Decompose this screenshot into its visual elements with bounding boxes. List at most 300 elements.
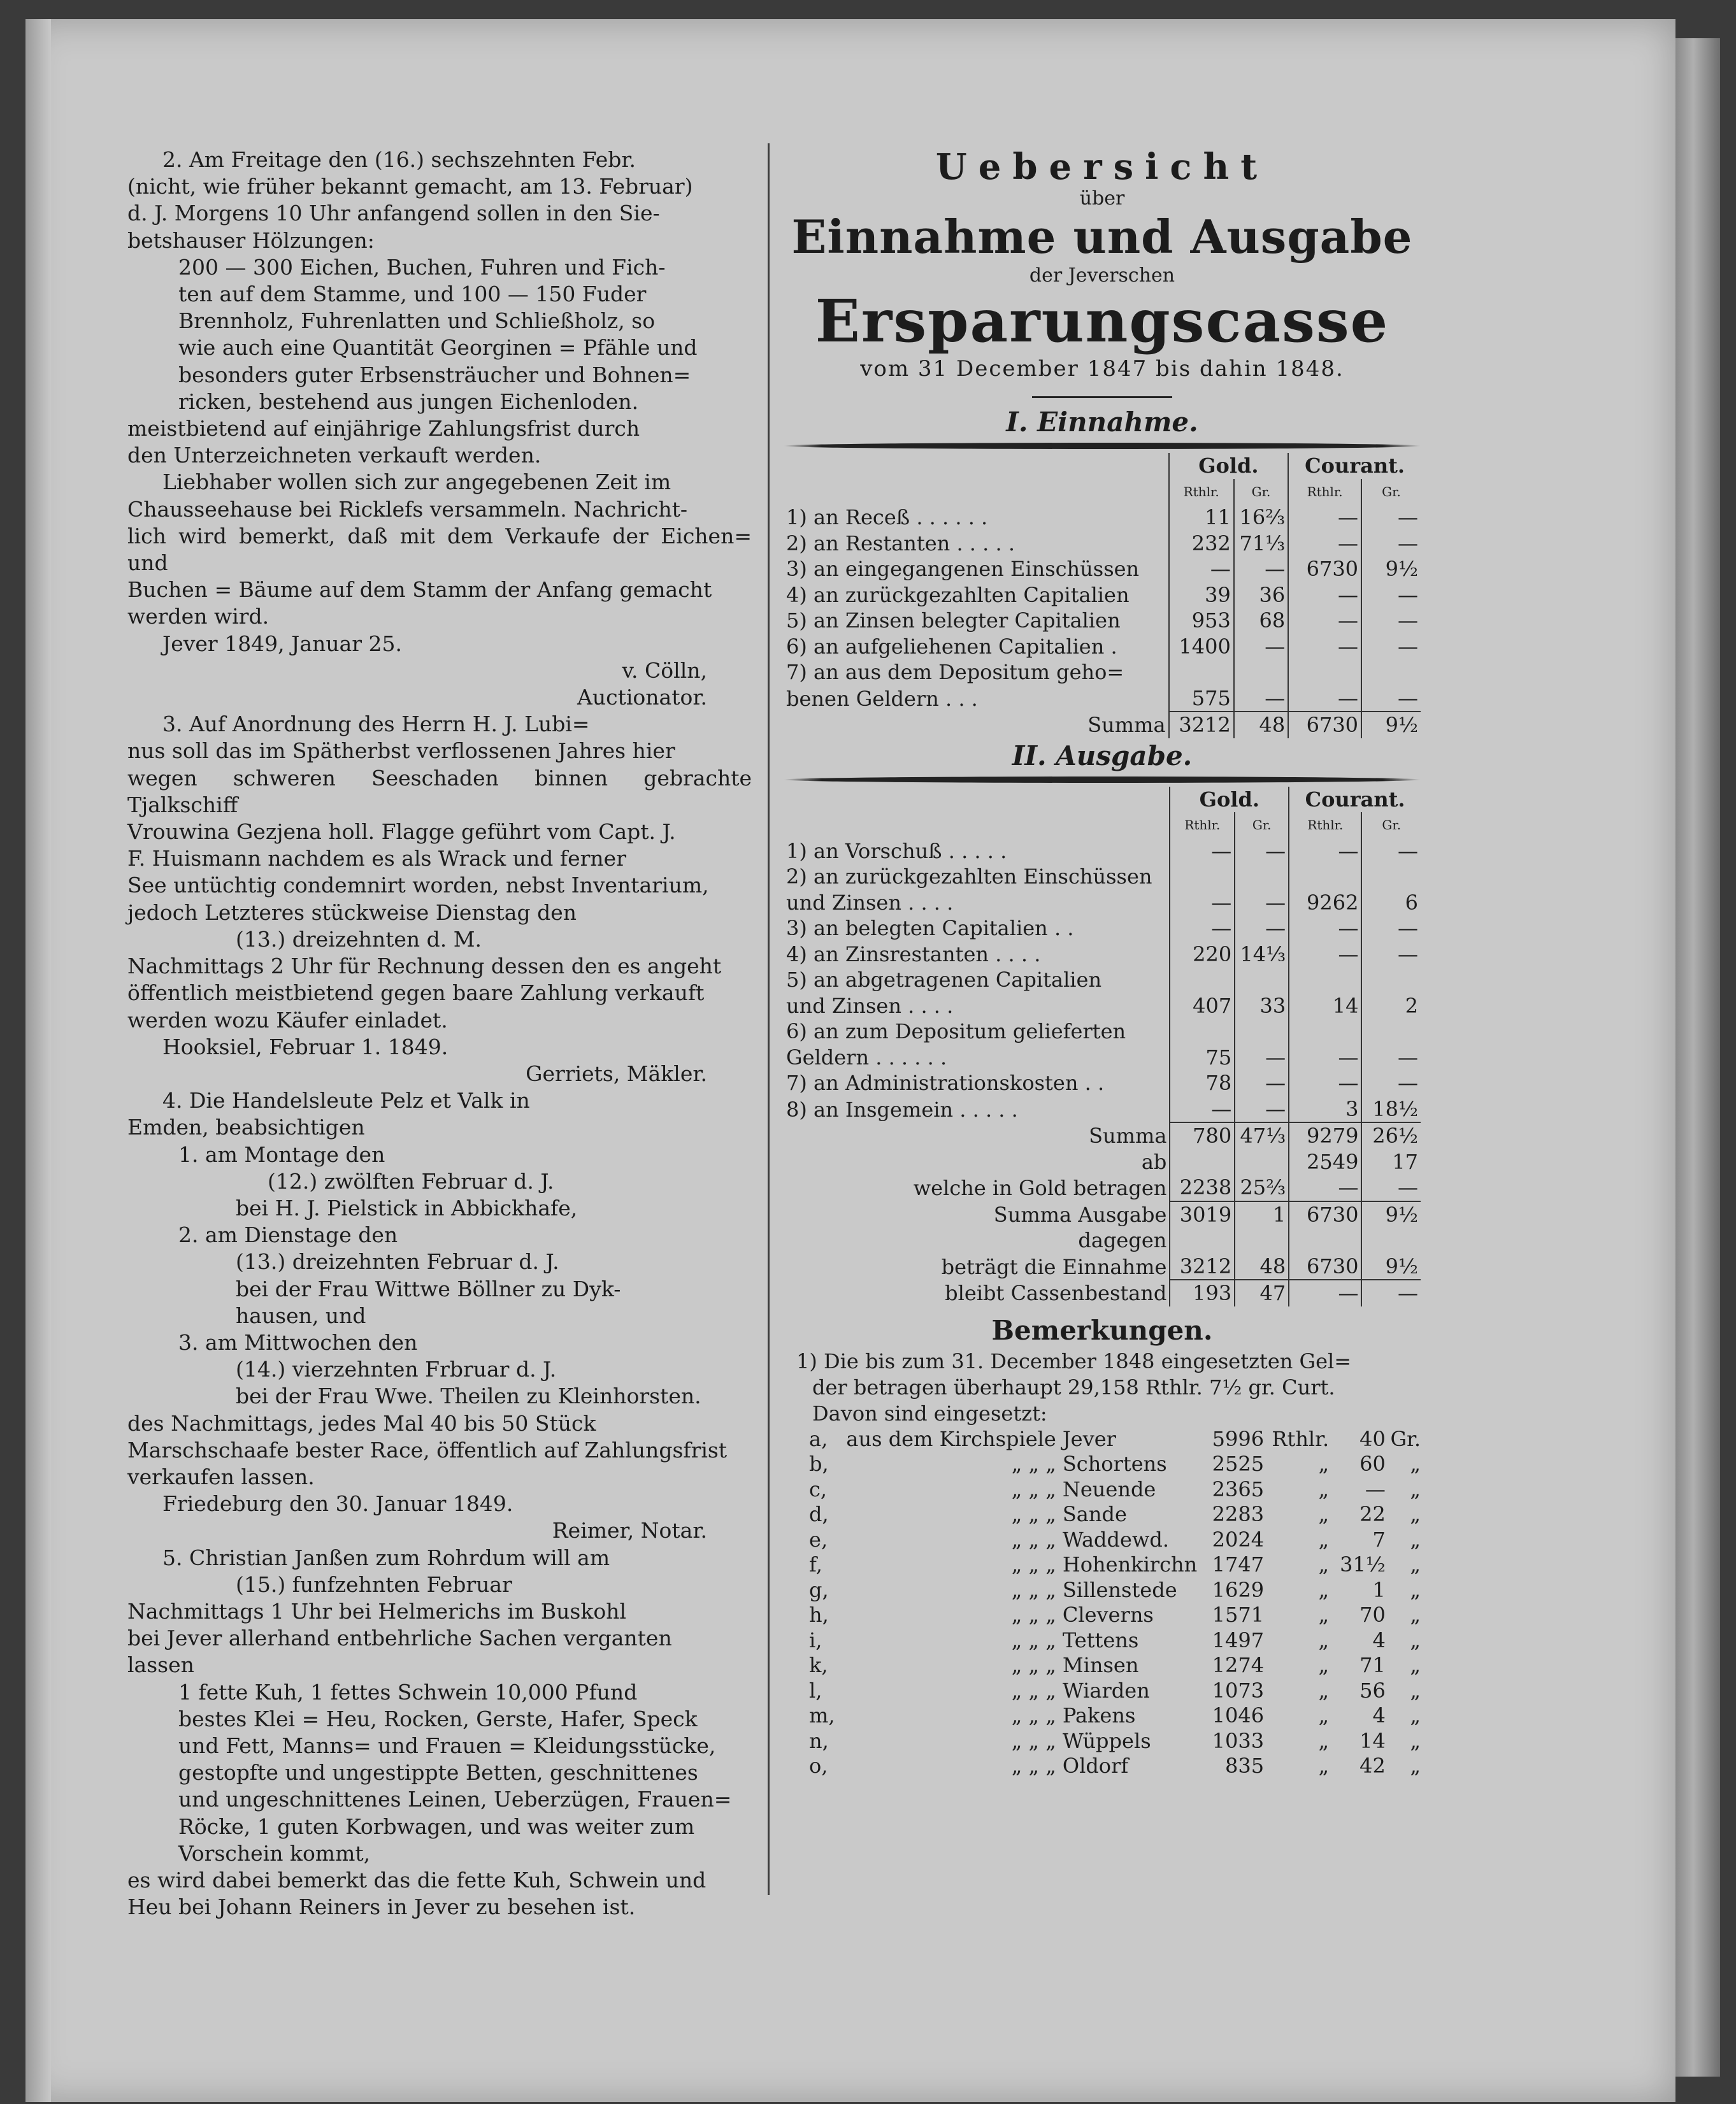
- text-line: 2. Am Freitage den (16.) sechszehnten Febr.: [162, 147, 636, 172]
- courant-gr: 18½: [1361, 1096, 1421, 1123]
- text-line: Emden, beabsichtigen: [127, 1115, 365, 1140]
- gold-rthlr: [1170, 1019, 1235, 1045]
- gold-rthlr: —: [1170, 838, 1235, 864]
- gold-rthlr: 193: [1170, 1280, 1235, 1306]
- place-date: Friedeburg den 30. Januar 1849.: [162, 1491, 513, 1517]
- item-unit: „: [1318, 1678, 1330, 1703]
- gold-rthlr: —: [1169, 556, 1234, 582]
- courant-gr: —: [1361, 915, 1421, 941]
- gold-rthlr: —: [1170, 915, 1235, 941]
- text-line: nus soll das im Spätherbst verflossenen Jahres hier: [127, 738, 675, 764]
- item-amount: 1073: [1212, 1678, 1265, 1703]
- item-parish: Wüppels: [1062, 1728, 1151, 1753]
- item-groschen: —: [1365, 1477, 1386, 1501]
- gold-gr: 68: [1234, 608, 1288, 634]
- courant-gr: —: [1361, 1280, 1421, 1306]
- table-row: [784, 1070, 1421, 1096]
- page-edge: [1675, 38, 1720, 2077]
- section-ornament: [784, 443, 1421, 449]
- courant-rthlr: 6730: [1289, 1201, 1361, 1228]
- notice-4: [127, 1087, 752, 1544]
- text-line: lich wird bemerkt, daß mit dem Verkaufe der Eichen= und: [127, 523, 752, 576]
- row-label: 6) an aufgeliehenen Capitalien .: [786, 634, 1117, 659]
- gold-gr: 71⅓: [1234, 531, 1288, 557]
- gold-rthlr: 11: [1169, 505, 1234, 531]
- table-row: [784, 634, 1421, 660]
- item-parish: Oldorf: [1062, 1754, 1129, 1778]
- table-row: [784, 505, 1421, 531]
- place-date: Hooksiel, Februar 1. 1849.: [162, 1034, 448, 1059]
- text-line: Davon sind eingesetzt:: [812, 1401, 1047, 1426]
- item-letter: e,: [809, 1527, 828, 1552]
- courant-gr: [1361, 1019, 1421, 1045]
- courant-rthlr: 6730: [1289, 1254, 1361, 1280]
- text-line: gestopfte und ungestippte Betten, geschnittenes: [178, 1760, 698, 1786]
- table-row: [784, 1096, 1421, 1123]
- row-label: 4) an zurückgezahlten Capitalien: [786, 582, 1130, 607]
- courant-gr: —: [1361, 941, 1421, 968]
- title-period: vom 31 December 1847 bis dahin 1848.: [860, 356, 1344, 382]
- courant-gr: —: [1361, 634, 1421, 660]
- list-item: [784, 1502, 1421, 1528]
- item-ditto: „ „ „: [1011, 1703, 1056, 1728]
- item-ditto: „ „ „: [1011, 1527, 1056, 1552]
- signature: v. Cölln,: [622, 657, 707, 683]
- courant-gr: 9½: [1361, 1201, 1421, 1228]
- item-letter: o,: [809, 1754, 828, 1778]
- gold-rthlr: [1170, 967, 1235, 993]
- courant-rthlr: 3: [1289, 1096, 1361, 1123]
- item-parish: Waddewd.: [1062, 1527, 1169, 1552]
- item-letter: g,: [809, 1577, 829, 1602]
- text-line: 3. Auf Anordnung des Herrn H. J. Lubi=: [162, 712, 590, 737]
- item-ditto: „ „ „: [1011, 1502, 1056, 1526]
- gold-gr: [1235, 967, 1289, 993]
- row-label: 3) an belegten Capitalien . .: [786, 916, 1074, 940]
- gold-gr: —: [1234, 685, 1288, 712]
- row-label: benen Geldern . . .: [786, 686, 978, 711]
- text-line: bei der Frau Wwe. Theilen zu Kleinhorsten.: [236, 1384, 701, 1409]
- list-item: [784, 1452, 1421, 1477]
- text-line: Röcke, 1 guten Korbwagen, und was weiter zum: [178, 1814, 695, 1839]
- item-parish: Pakens: [1062, 1703, 1136, 1728]
- item-letter: a,: [809, 1426, 828, 1451]
- text-line: Liebhaber wollen sich zur angegebenen Zeit im: [162, 469, 671, 495]
- item-ditto: „ „ „: [1011, 1653, 1056, 1677]
- gold-gr: —: [1235, 1070, 1289, 1096]
- item-ditto: „ „ „: [1011, 1603, 1056, 1627]
- table-row: [784, 1227, 1421, 1254]
- item-unit: „: [1318, 1502, 1330, 1526]
- row-label: 7) an aus dem Depositum geho=: [786, 660, 1124, 684]
- gold-gr: 25⅔: [1235, 1175, 1289, 1201]
- binding-gutter: [25, 19, 51, 2102]
- courant-rthlr: —: [1289, 1280, 1361, 1306]
- title-der: der Jeverschen: [1029, 264, 1175, 287]
- table-subheader: [784, 812, 1421, 838]
- item-amount: 1274: [1212, 1653, 1265, 1677]
- item-unit2: Gr.: [1390, 1426, 1421, 1451]
- item-unit2: „: [1410, 1477, 1421, 1501]
- table-row: [784, 1201, 1421, 1228]
- text-line: ten auf dem Stamme, und 100 — 150 Fuder: [178, 282, 647, 307]
- text-line: Marschschaafe bester Race, öffentlich auf Zahlungsfrist: [127, 1437, 728, 1463]
- table-row: [784, 582, 1421, 608]
- place-date: Jever 1849, Januar 25.: [162, 631, 402, 656]
- sum-courant-rthlr: 6730: [1288, 712, 1361, 738]
- gold-rthlr: 575: [1169, 685, 1234, 712]
- list-item: [784, 1703, 1421, 1729]
- table-row: [784, 608, 1421, 634]
- item-groschen: 56: [1359, 1678, 1386, 1703]
- item-groschen: 42: [1359, 1754, 1386, 1778]
- table-row: [784, 659, 1421, 685]
- item-groschen: 71: [1359, 1653, 1386, 1677]
- row-label: 1) an Vorschuß . . . . .: [786, 838, 1007, 863]
- einnahme-rows: [784, 505, 1421, 712]
- item-ditto: „ „ „: [1011, 1477, 1056, 1501]
- gold-gr: 48: [1235, 1254, 1289, 1280]
- item-unit2: „: [1410, 1754, 1421, 1778]
- sum-courant-gr: 9½: [1361, 712, 1421, 738]
- bemerkungen-title: Bemerkungen.: [991, 1314, 1213, 1346]
- courant-gr: [1361, 659, 1421, 685]
- item-letter: m,: [809, 1703, 835, 1728]
- title-rule: [1032, 396, 1172, 398]
- gold-gr: [1234, 659, 1288, 685]
- item-ditto: „ „ „: [1011, 1678, 1056, 1703]
- text-line: der betragen überhaupt 29,158 Rthlr. 7½ gr. Curt.: [812, 1375, 1335, 1399]
- item-ditto: „ „ „: [1011, 1452, 1056, 1476]
- gold-rthlr: 3019: [1170, 1201, 1235, 1228]
- header-courant: Courant.: [1289, 787, 1421, 813]
- header-gold: Gold.: [1170, 787, 1289, 813]
- gold-rthlr: 75: [1170, 1045, 1235, 1071]
- ausgabe-summary-rows: [784, 1122, 1421, 1306]
- gold-rthlr: —: [1170, 890, 1235, 916]
- item-letter: b,: [809, 1452, 829, 1476]
- text-line: 200 — 300 Eichen, Buchen, Fuhren und Fich-: [178, 254, 666, 280]
- courant-gr: 9½: [1361, 556, 1421, 582]
- title-ueber-small: über: [1079, 187, 1125, 210]
- courant-rthlr: —: [1289, 1070, 1361, 1096]
- item-unit2: „: [1410, 1603, 1421, 1627]
- row-label: dagegen: [1078, 1228, 1167, 1252]
- text-line: Brennholz, Fuhrenlatten und Schließholz, so: [178, 308, 656, 334]
- item-unit2: „: [1410, 1552, 1421, 1577]
- item-amount: 2024: [1212, 1527, 1265, 1552]
- row-label: 7) an Administrationskosten . .: [786, 1071, 1105, 1095]
- item-letter: k,: [809, 1653, 828, 1677]
- table-header: [784, 453, 1421, 479]
- gold-rthlr: [1169, 659, 1234, 685]
- item-parish: Wiarden: [1062, 1678, 1150, 1703]
- item-ditto: „ „ „: [1011, 1728, 1056, 1753]
- text-line: Chausseehause bei Ricklefs versammeln. Nachricht-: [127, 496, 688, 522]
- item-unit: „: [1318, 1603, 1330, 1627]
- item-unit2: „: [1410, 1452, 1421, 1476]
- courant-rthlr: 9262: [1289, 890, 1361, 916]
- table-row: [784, 1149, 1421, 1175]
- list-item: [784, 1427, 1421, 1452]
- item-parish: Jever: [1062, 1426, 1116, 1451]
- ausgabe-rows: [784, 838, 1421, 1123]
- einnahme-table: [784, 453, 1421, 738]
- gold-gr: —: [1235, 890, 1289, 916]
- header-gr: Gr.: [1361, 479, 1421, 505]
- signature-title: Auctionator.: [577, 685, 707, 710]
- text-line: werden wozu Käufer einladet.: [127, 1007, 448, 1033]
- gold-gr: —: [1234, 556, 1288, 582]
- row-label: 5) an abgetragenen Capitalien: [786, 968, 1102, 992]
- header-rthlr: Rthlr.: [1289, 812, 1361, 838]
- item-unit2: „: [1410, 1628, 1421, 1652]
- row-label: 2) an zurückgezahlten Einschüssen: [786, 864, 1152, 889]
- courant-gr: —: [1361, 685, 1421, 712]
- gold-gr: —: [1234, 634, 1288, 660]
- notice-5: [127, 1545, 752, 1921]
- text-line: Nachmittags 1 Uhr bei Helmerichs im Buskohl: [127, 1598, 627, 1624]
- gold-rthlr: 220: [1170, 941, 1235, 968]
- item-parish: Tettens: [1062, 1628, 1139, 1652]
- courant-gr: 17: [1361, 1149, 1421, 1175]
- list-item: [784, 1578, 1421, 1603]
- item-unit2: „: [1410, 1678, 1421, 1703]
- courant-rthlr: [1289, 864, 1361, 890]
- row-label: ab: [1141, 1149, 1167, 1174]
- table-row: [784, 556, 1421, 582]
- item-groschen: 7: [1372, 1527, 1386, 1552]
- item-unit: „: [1318, 1477, 1330, 1501]
- text-line: F. Huismann nachdem es als Wrack und ferner: [127, 846, 626, 871]
- text-line: 1. am Montage den: [178, 1141, 385, 1167]
- row-label: 4) an Zinsrestanten . . . .: [786, 941, 1041, 966]
- gold-gr: —: [1235, 838, 1289, 864]
- item-amount: 1571: [1212, 1603, 1265, 1627]
- courant-gr: —: [1361, 582, 1421, 608]
- sum-gold-rthlr: 3212: [1169, 712, 1234, 738]
- row-label: Geldern . . . . . .: [786, 1045, 947, 1070]
- item-groschen: 31½: [1340, 1552, 1386, 1577]
- gold-gr: 47⅓: [1235, 1122, 1289, 1149]
- header-gr: Gr.: [1235, 812, 1289, 838]
- item-amount: 1033: [1212, 1728, 1265, 1753]
- gold-rthlr: 1400: [1169, 634, 1234, 660]
- list-item: [784, 1603, 1421, 1628]
- header-rthlr: Rthlr.: [1170, 812, 1235, 838]
- gold-rthlr: 407: [1170, 993, 1235, 1019]
- header-gold: Gold.: [1169, 453, 1289, 479]
- item-letter: l,: [809, 1678, 822, 1703]
- text-line: 1) Die bis zum 31. December 1848 eingesetzten Gel=: [796, 1349, 1352, 1373]
- item-parish: Sillenstede: [1062, 1577, 1177, 1602]
- courant-rthlr: —: [1288, 582, 1361, 608]
- row-label: und Zinsen . . . .: [786, 993, 954, 1018]
- courant-rthlr: —: [1288, 505, 1361, 531]
- kirchspiel-table: [784, 1427, 1421, 1779]
- list-item: [784, 1729, 1421, 1754]
- list-item: [784, 1628, 1421, 1654]
- table-row: [784, 685, 1421, 712]
- header-gr: Gr.: [1361, 812, 1421, 838]
- date-line: (13.) dreizehnten Februar d. J.: [236, 1249, 559, 1275]
- item-unit: „: [1318, 1452, 1330, 1476]
- item-parish: Minsen: [1062, 1653, 1139, 1677]
- table-row: [784, 941, 1421, 968]
- gold-gr: [1235, 1019, 1289, 1045]
- title-main: Einnahme und Ausgabe: [791, 210, 1413, 264]
- item-unit: Rthlr.: [1272, 1426, 1330, 1451]
- date-line: (15.) funfzehnten Februar: [236, 1571, 512, 1597]
- gold-gr: 47: [1235, 1280, 1289, 1306]
- text-line: betshauser Hölzungen:: [127, 227, 375, 253]
- item-unit: „: [1318, 1552, 1330, 1577]
- table-subheader: [784, 479, 1421, 505]
- text-line: wegen schweren Seeschaden binnen gebrachte Tjalkschiff: [127, 765, 752, 817]
- item-amount: 1497: [1212, 1628, 1265, 1652]
- gold-rthlr: 39: [1169, 582, 1234, 608]
- row-label: 5) an Zinsen belegter Capitalien: [786, 608, 1121, 633]
- item-letter: n,: [809, 1728, 829, 1753]
- title-ersparungscasse: Ersparungscasse: [815, 287, 1389, 355]
- row-label: bleibt Cassenbestand: [945, 1281, 1167, 1305]
- item-amount: 1629: [1212, 1577, 1265, 1602]
- row-label: 8) an Insgemein . . . . .: [786, 1097, 1018, 1122]
- courant-rthlr: —: [1289, 838, 1361, 864]
- courant-gr: —: [1361, 505, 1421, 531]
- text-line: Vorschein kommt,: [178, 1840, 371, 1866]
- item-unit2: „: [1410, 1728, 1421, 1753]
- courant-rthlr: [1289, 1019, 1361, 1045]
- item-unit: „: [1318, 1728, 1330, 1753]
- gold-rthlr: [1170, 1149, 1235, 1175]
- item-unit: „: [1318, 1527, 1330, 1552]
- item-unit: „: [1318, 1653, 1330, 1677]
- table-row: [784, 531, 1421, 557]
- item-parish: Neuende: [1062, 1477, 1156, 1501]
- courant-gr: 2: [1361, 993, 1421, 1019]
- text-line: es wird dabei bemerkt das die fette Kuh, Schwein und: [127, 1868, 707, 1893]
- courant-rthlr: —: [1289, 915, 1361, 941]
- courant-gr: —: [1361, 1175, 1421, 1201]
- text-line: 3. am Mittwochen den: [178, 1329, 418, 1355]
- notice-2: [127, 147, 752, 711]
- item-unit: „: [1318, 1628, 1330, 1652]
- item-parish: Hohenkirchn: [1062, 1552, 1198, 1577]
- item-amount: 5996: [1212, 1426, 1265, 1451]
- table-row: [784, 890, 1421, 916]
- text-line: Vrouwina Gezjena holl. Flagge geführt vom Capt. J.: [127, 819, 676, 845]
- item-groschen: 60: [1359, 1452, 1386, 1476]
- text-line: meistbietend auf einjährige Zahlungsfrist durch: [127, 416, 640, 441]
- row-label: 1) an Receß . . . . . .: [786, 505, 988, 529]
- item-ditto: „ „ „: [1011, 1754, 1056, 1778]
- text-line: 1 fette Kuh, 1 fettes Schwein 10,000 Pfund: [178, 1679, 638, 1705]
- gold-rthlr: [1170, 864, 1235, 890]
- row-label: 3) an eingegangenen Einschüssen: [786, 557, 1140, 581]
- left-column: [127, 147, 752, 1921]
- kirchspiel-rows: [784, 1427, 1421, 1779]
- courant-rthlr: —: [1288, 531, 1361, 557]
- text-line: werden wird.: [127, 604, 269, 629]
- text-line: lassen: [127, 1652, 194, 1678]
- item-groschen: 4: [1372, 1703, 1386, 1728]
- text-line: bei der Frau Wittwe Böllner zu Dyk-: [236, 1276, 621, 1301]
- courant-gr: —: [1361, 608, 1421, 634]
- sum-label: Summa: [1087, 713, 1166, 737]
- item-ditto: „ „ „: [1011, 1552, 1056, 1577]
- item-unit: „: [1318, 1754, 1330, 1778]
- text-line: 4. Die Handelsleute Pelz et Valk in: [162, 1088, 530, 1113]
- table-row: [784, 1045, 1421, 1071]
- courant-gr: [1361, 967, 1421, 993]
- courant-rthlr: —: [1288, 634, 1361, 660]
- gold-gr: 33: [1235, 993, 1289, 1019]
- sum-gold-gr: 48: [1234, 712, 1288, 738]
- gold-rthlr: 232: [1169, 531, 1234, 557]
- text-line: Heu bei Johann Reiners in Jever zu besehen ist.: [127, 1894, 636, 1920]
- table-row: [784, 1280, 1421, 1306]
- gold-gr: 16⅔: [1234, 505, 1288, 531]
- text-line: hausen, und: [236, 1303, 366, 1328]
- gold-gr: [1235, 864, 1289, 890]
- section-ornament: [784, 776, 1421, 783]
- item-unit2: „: [1410, 1577, 1421, 1602]
- row-label: 2) an Restanten . . . . .: [786, 531, 1015, 555]
- signature: Reimer, Notar.: [552, 1518, 707, 1543]
- text-line: See untüchtig condemnirt worden, nebst Inventarium,: [127, 873, 709, 898]
- gold-gr: [1235, 1149, 1289, 1175]
- text-line: bestes Klei = Heu, Rocken, Gerste, Hafer, Speck: [178, 1706, 698, 1731]
- text-line: Buchen = Bäume auf dem Stamm der Anfang gemacht: [127, 577, 712, 603]
- item-letter: d,: [809, 1502, 829, 1526]
- item-groschen: 70: [1359, 1603, 1386, 1627]
- courant-gr: 26½: [1361, 1122, 1421, 1149]
- item-groschen: 40: [1359, 1426, 1386, 1451]
- list-item: [784, 1678, 1421, 1704]
- gold-gr: —: [1235, 915, 1289, 941]
- text-line: und ungeschnittenes Leinen, Ueberzügen, Frauen=: [178, 1787, 732, 1812]
- table-row: [784, 915, 1421, 941]
- gold-rthlr: 780: [1170, 1122, 1235, 1149]
- text-line: bei H. J. Pielstick in Abbickhafe,: [236, 1195, 578, 1220]
- date-line: (14.) vierzehnten Frbruar d. J.: [236, 1357, 557, 1382]
- section-ausgabe-title: II. Ausgabe.: [1012, 740, 1193, 771]
- section-einnahme-title: I. Einnahme.: [1006, 406, 1198, 438]
- text-line: verkaufen lassen.: [127, 1464, 315, 1489]
- list-item: [784, 1477, 1421, 1503]
- text-line: Nachmittags 2 Uhr für Rechnung dessen den es angeht: [127, 954, 722, 979]
- list-item: [784, 1552, 1421, 1578]
- row-label: 6) an zum Depositum gelieferten: [786, 1019, 1126, 1043]
- gold-rthlr: [1170, 1227, 1235, 1254]
- header-gr: Gr.: [1234, 479, 1288, 505]
- courant-gr: —: [1361, 838, 1421, 864]
- signature: Gerriets, Mäkler.: [526, 1061, 707, 1086]
- item-groschen: 14: [1359, 1728, 1386, 1753]
- ausgabe-table: [784, 787, 1421, 1306]
- header-courant: Courant.: [1288, 453, 1421, 479]
- row-label: welche in Gold betragen: [913, 1176, 1167, 1200]
- table-row: [784, 1175, 1421, 1201]
- table-row: [784, 1122, 1421, 1149]
- item-amount: 1046: [1212, 1703, 1265, 1728]
- item-unit2: „: [1410, 1653, 1421, 1677]
- item-amount: 835: [1225, 1754, 1265, 1778]
- gold-gr: —: [1235, 1096, 1289, 1123]
- item-letter: f,: [809, 1552, 822, 1577]
- column-divider: [768, 143, 770, 1895]
